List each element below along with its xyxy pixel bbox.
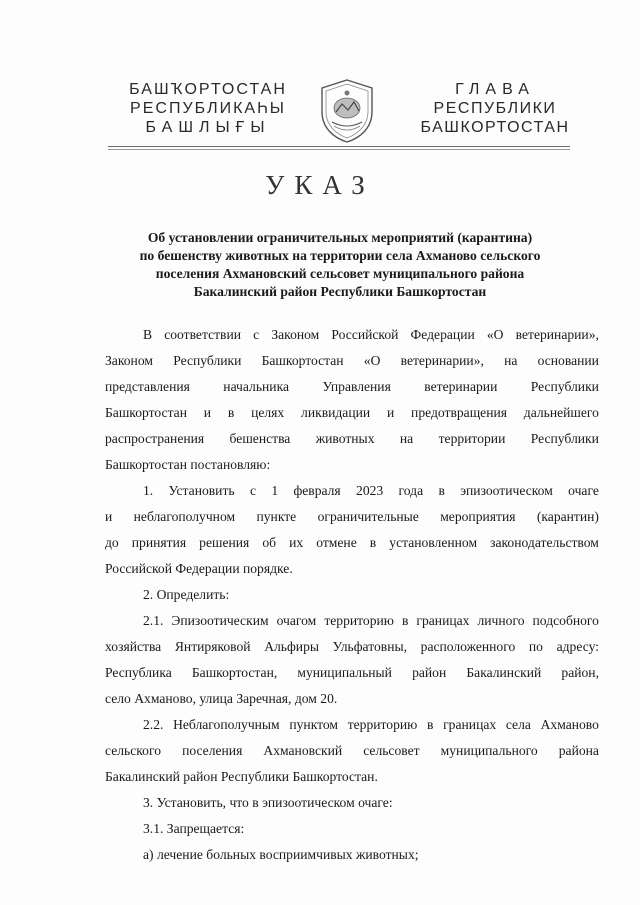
word: очагом (276, 613, 317, 628)
word: Установить (168, 483, 235, 498)
word: ветеринарии», (515, 327, 599, 342)
word: подсобного (532, 613, 599, 628)
word: принятия (131, 535, 187, 550)
document-subject (130, 229, 550, 301)
body-line-last: Бакалинский район Республики Башкортостан. (105, 769, 378, 784)
word: район (412, 665, 447, 680)
word: в (369, 535, 377, 550)
header-left-line: БАШҠОРТОСТАН (129, 81, 287, 98)
word: Федерации (410, 327, 475, 342)
word: с (249, 483, 256, 498)
body-line (105, 374, 599, 400)
word: границах (443, 717, 497, 732)
body-line (105, 738, 599, 764)
word: ветеринарии», (400, 353, 484, 368)
body-line-last: Российской Федерации порядке. (105, 561, 293, 576)
word: территорию (347, 717, 418, 732)
word: Управления (322, 379, 391, 394)
body-line (105, 426, 599, 452)
body-line (105, 478, 599, 504)
word: распространения (105, 431, 205, 446)
header-divider-secondary (108, 149, 570, 150)
word: февраля (293, 483, 341, 498)
body-paragraph (105, 712, 599, 790)
word: района (558, 743, 599, 758)
word: законодательством (490, 535, 599, 550)
word: адресу: (556, 639, 599, 654)
body-line (105, 400, 599, 426)
body-paragraph (105, 478, 599, 582)
word: и (105, 509, 113, 524)
word: Республики (530, 431, 599, 446)
header-right-line: РЕСПУБЛИКИ (433, 100, 557, 117)
body-line-last: Башкортостан постановляю: (105, 457, 271, 472)
word: личного (477, 613, 525, 628)
word: Неблагополучным (173, 717, 280, 732)
word: представления (105, 379, 190, 394)
word: (карантин) (536, 509, 599, 524)
word: села (505, 717, 531, 732)
body-line (105, 322, 599, 348)
header-right-line: ГЛАВА (455, 81, 535, 98)
word: и (386, 405, 395, 420)
word: ограничительные (317, 509, 419, 524)
subject-line: по бешенству животных на территории села Ахманово сельского (139, 248, 541, 263)
header-divider (108, 146, 570, 147)
header-right-russian (420, 80, 570, 137)
word: предотвращения (411, 405, 507, 420)
word: В (143, 327, 153, 342)
body-line (105, 634, 599, 660)
word: Республики (530, 379, 599, 394)
word: территорию (324, 613, 394, 628)
body-line (105, 660, 599, 686)
word: соответствии (164, 327, 242, 342)
word: по (528, 639, 543, 654)
word: 2023 (356, 483, 384, 498)
body-line (105, 530, 599, 556)
body-line (105, 608, 599, 634)
word: Эпизоотическим (171, 613, 269, 628)
word: 1. (143, 483, 154, 498)
body-line (105, 712, 599, 738)
word: отмене (316, 535, 357, 550)
word: очаге (568, 483, 599, 498)
word: мероприятия (440, 509, 516, 524)
word: Законом (105, 353, 153, 368)
body-line-last: 3. Установить, что в эпизоотическом очаге: (143, 795, 393, 810)
word: район, (561, 665, 599, 680)
word: и (203, 405, 212, 420)
word: ликвидации (301, 405, 371, 420)
word: территории (438, 431, 506, 446)
word: установленном (389, 535, 478, 550)
word: Альфиры (264, 639, 320, 654)
word: в (438, 483, 445, 498)
word: на (504, 353, 518, 368)
word: начальника (223, 379, 290, 394)
word: «О (363, 353, 381, 368)
word: Ахмановский (263, 743, 343, 758)
word: хозяйства (105, 639, 162, 654)
word: Ульфатовны, (332, 639, 408, 654)
header-left-line: РЕСПУБЛИКАҺЫ (130, 100, 286, 117)
word: Российской (331, 327, 399, 342)
word: 1 (271, 483, 279, 498)
word: сельского (105, 743, 161, 758)
word: расположенного (420, 639, 516, 654)
word: их (289, 535, 304, 550)
word: с (253, 327, 260, 342)
word: Башкортостан (105, 405, 187, 420)
body-paragraph (105, 842, 599, 868)
word: эпизоотическом (460, 483, 553, 498)
body-line-last: 2. Определить: (143, 587, 230, 602)
body-line (105, 504, 599, 530)
word: муниципального (440, 743, 538, 758)
word: до (105, 535, 119, 550)
body-paragraph (105, 322, 599, 478)
word: решения (199, 535, 250, 550)
body-paragraph (105, 816, 599, 842)
document-body (105, 322, 599, 868)
body-paragraph (105, 790, 599, 816)
word: животных (315, 431, 375, 446)
body-line-last: 3.1. Запрещается: (143, 821, 245, 836)
word: в (227, 405, 235, 420)
word: Республики (173, 353, 242, 368)
word: границах (416, 613, 470, 628)
body-line (105, 348, 599, 374)
word: года (398, 483, 424, 498)
word: в (401, 613, 409, 628)
word: целях (251, 405, 285, 420)
word: основании (537, 353, 599, 368)
word: неблагополучном (133, 509, 236, 524)
word: пункте (256, 509, 297, 524)
body-line-last: а) лечение больных восприимчивых животных; (143, 847, 419, 862)
header-left-line: БАШЛЫҒЫ (145, 119, 271, 136)
subject-line: Об установлении ограничительных мероприятий (карантина) (147, 230, 533, 245)
body-paragraph (105, 608, 599, 712)
word: Ахманово (540, 717, 599, 732)
word: в (427, 717, 434, 732)
word: 2.1. (143, 613, 164, 628)
word: Башкортостан, (191, 665, 278, 680)
word: дальнейшего (523, 405, 599, 420)
word: бешенства (229, 431, 291, 446)
word: 2.2. (143, 717, 164, 732)
body-paragraph (105, 582, 599, 608)
word: «О (486, 327, 504, 342)
word: пунктом (289, 717, 339, 732)
word: поселения (182, 743, 243, 758)
subject-line: поселения Ахмановский сельсовет муниципального района (155, 266, 525, 281)
word: об (262, 535, 277, 550)
word: муниципальный (297, 665, 392, 680)
word: Республика (105, 665, 172, 680)
word: ветеринарии (424, 379, 498, 394)
word: на (399, 431, 414, 446)
body-line-last: село Ахманово, улица Заречная, дом 20. (105, 691, 338, 706)
coat-of-arms-icon (318, 78, 376, 144)
word: Башкортостан (261, 353, 344, 368)
header-left-bashkir (108, 80, 308, 137)
word: Бакалинский (466, 665, 542, 680)
word: сельсовет (363, 743, 420, 758)
subject-line: Бакалинский район Республики Башкортостан (193, 284, 487, 299)
document-title: УКАЗ (265, 170, 375, 200)
header-right-line: БАШКОРТОСТАН (420, 119, 570, 136)
word: Янтиряковой (174, 639, 251, 654)
word: Законом (271, 327, 320, 342)
